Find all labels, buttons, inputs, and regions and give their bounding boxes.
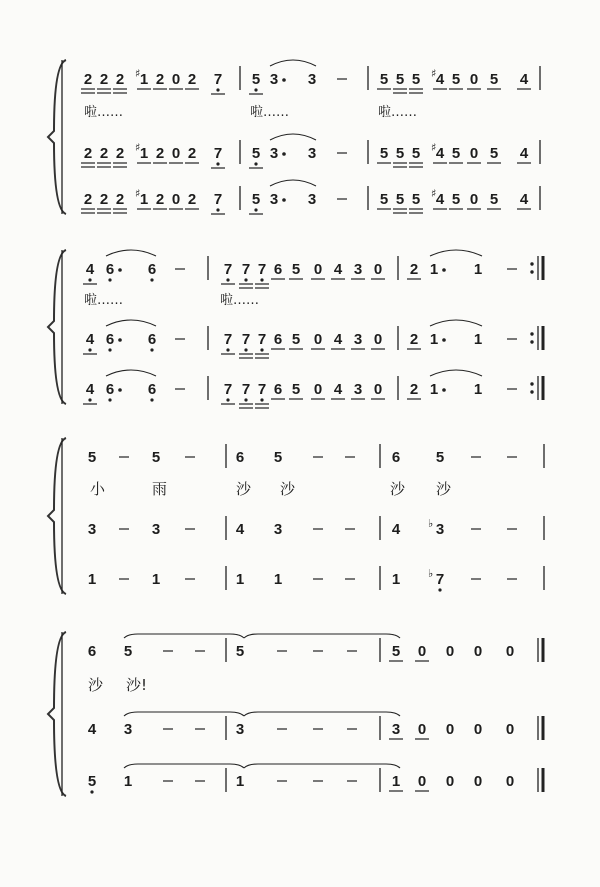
slur-arc	[106, 370, 156, 376]
augmentation-dot	[118, 388, 122, 392]
accidental: ♯	[431, 141, 437, 154]
octave-low-dot	[438, 588, 441, 591]
accidental: ♭	[428, 517, 434, 530]
octave-low-dot	[150, 278, 153, 281]
note-numeral: 6	[147, 381, 157, 398]
note-numeral: 1	[429, 261, 439, 278]
note-numeral: 7	[213, 191, 223, 208]
octave-low-dot	[88, 348, 91, 351]
note-numeral: 6	[273, 261, 283, 278]
note-numeral: 0	[373, 261, 383, 278]
note-numeral: 3	[307, 145, 317, 162]
system-brace	[48, 60, 66, 214]
note-numeral: 6	[273, 381, 283, 398]
note-numeral: 5	[451, 191, 461, 208]
slur-arc	[106, 320, 156, 326]
accidental: ♯	[431, 67, 437, 80]
octave-low-dot	[254, 208, 257, 211]
note-numeral: 2	[409, 331, 419, 348]
note-numeral: 3	[307, 71, 317, 88]
octave-low-dot	[226, 278, 229, 281]
note-numeral: 4	[333, 261, 343, 278]
lyric-text: 沙	[280, 480, 296, 498]
note-numeral: 5	[87, 773, 97, 790]
note-numeral: 3	[391, 721, 401, 738]
tie-arc	[244, 712, 400, 716]
note-numeral: 1	[391, 571, 401, 588]
note-numeral: 4	[333, 381, 343, 398]
note-numeral: 7	[223, 331, 233, 348]
octave-low-dot	[226, 398, 229, 401]
note-numeral: 2	[409, 381, 419, 398]
note-numeral: 6	[235, 449, 245, 466]
note-numeral: 3	[269, 145, 279, 162]
tie-arc	[124, 634, 244, 638]
note-numeral: 1	[429, 381, 439, 398]
note-numeral: 0	[473, 643, 483, 660]
note-numeral: 7	[213, 145, 223, 162]
note-numeral: 7	[257, 261, 267, 278]
augmentation-dot	[118, 338, 122, 342]
note-numeral: 1	[473, 261, 483, 278]
augmentation-dot	[442, 388, 446, 392]
octave-low-dot	[244, 278, 247, 281]
note-numeral: 6	[87, 643, 97, 660]
slur-arc	[270, 60, 316, 66]
repeat-dot	[530, 390, 533, 393]
note-numeral: 4	[85, 331, 95, 348]
note-numeral: 1	[87, 571, 97, 588]
note-numeral: 2	[99, 145, 109, 162]
lyric-text: 沙	[236, 480, 252, 498]
note-numeral: 1	[139, 71, 149, 88]
note-numeral: 0	[171, 145, 181, 162]
note-numeral: 0	[445, 773, 455, 790]
accidental: ♯	[135, 67, 141, 80]
note-numeral: 5	[291, 261, 301, 278]
note-numeral: 0	[469, 71, 479, 88]
octave-low-dot	[260, 398, 263, 401]
note-numeral: 4	[519, 145, 529, 162]
note-numeral: 0	[473, 773, 483, 790]
note-numeral: 0	[171, 191, 181, 208]
slur-arc	[270, 180, 316, 186]
note-numeral: 2	[155, 145, 165, 162]
system-1	[48, 60, 540, 214]
augmentation-dot	[442, 268, 446, 272]
note-numeral: 4	[391, 521, 401, 538]
note-numeral: 4	[87, 721, 97, 738]
system-2	[48, 250, 543, 408]
accidental: ♭	[428, 567, 434, 580]
note-numeral: 3	[435, 521, 445, 538]
octave-low-dot	[108, 348, 111, 351]
note-numeral: 0	[417, 773, 427, 790]
note-numeral: 5	[451, 71, 461, 88]
note-numeral: 7	[223, 261, 233, 278]
system-3	[48, 438, 544, 594]
note-numeral: 3	[353, 261, 363, 278]
note-numeral: 5	[411, 71, 421, 88]
lyric-text: 啦……	[250, 105, 290, 120]
note-numeral: 5	[87, 449, 97, 466]
note-numeral: 7	[435, 571, 445, 588]
octave-low-dot	[260, 278, 263, 281]
note-numeral: 2	[409, 261, 419, 278]
lyric-text: 雨	[152, 480, 168, 498]
note-numeral: 7	[241, 261, 251, 278]
tie-arc	[124, 764, 244, 768]
note-numeral: 1	[151, 571, 161, 588]
note-numeral: 2	[99, 71, 109, 88]
note-numeral: 7	[257, 381, 267, 398]
note-numeral: 0	[505, 643, 515, 660]
note-numeral: 1	[235, 571, 245, 588]
note-numeral: 0	[417, 643, 427, 660]
note-numeral: 4	[435, 71, 445, 88]
note-numeral: 5	[291, 381, 301, 398]
note-numeral: 0	[445, 721, 455, 738]
note-numeral: 7	[257, 331, 267, 348]
note-numeral: 1	[273, 571, 283, 588]
system-brace	[48, 632, 66, 796]
note-numeral: 7	[241, 331, 251, 348]
repeat-dot	[530, 340, 533, 343]
note-numeral: 5	[489, 191, 499, 208]
note-numeral: 0	[313, 381, 323, 398]
note-numeral: 0	[469, 145, 479, 162]
note-numeral: 6	[105, 381, 115, 398]
note-numeral: 6	[105, 331, 115, 348]
note-numeral: 5	[391, 643, 401, 660]
note-numeral: 7	[241, 381, 251, 398]
slur-arc	[270, 134, 316, 140]
note-numeral: 4	[435, 191, 445, 208]
lyric-text: 小	[90, 480, 106, 498]
note-numeral: 5	[411, 191, 421, 208]
lyric-text: 啦……	[378, 105, 418, 120]
note-numeral: 5	[273, 449, 283, 466]
accidental: ♯	[135, 187, 141, 200]
system-brace	[48, 438, 66, 594]
note-numeral: 5	[379, 191, 389, 208]
note-numeral: 4	[333, 331, 343, 348]
octave-low-dot	[244, 398, 247, 401]
repeat-dot	[530, 382, 533, 385]
note-numeral: 5	[235, 643, 245, 660]
note-numeral: 4	[435, 145, 445, 162]
note-numeral: 0	[505, 773, 515, 790]
note-numeral: 2	[99, 191, 109, 208]
note-numeral: 6	[105, 261, 115, 278]
slur-arc	[430, 250, 482, 256]
octave-low-dot	[216, 162, 219, 165]
note-numeral: 0	[171, 71, 181, 88]
note-numeral: 2	[155, 71, 165, 88]
note-numeral: 6	[391, 449, 401, 466]
note-numeral: 6	[147, 261, 157, 278]
note-numeral: 5	[395, 145, 405, 162]
note-numeral: 5	[291, 331, 301, 348]
repeat-dot	[530, 262, 533, 265]
note-numeral: 2	[115, 71, 125, 88]
note-numeral: 7	[213, 71, 223, 88]
note-numeral: 1	[123, 773, 133, 790]
note-numeral: 0	[417, 721, 427, 738]
note-numeral: 3	[273, 521, 283, 538]
system-4	[48, 632, 543, 796]
octave-low-dot	[150, 348, 153, 351]
note-numeral: 4	[235, 521, 245, 538]
note-numeral: 5	[435, 449, 445, 466]
note-numeral: 2	[187, 191, 197, 208]
note-numeral: 0	[373, 381, 383, 398]
accidental: ♯	[135, 141, 141, 154]
note-numeral: 0	[445, 643, 455, 660]
note-numeral: 5	[379, 71, 389, 88]
tie-arc	[244, 764, 400, 768]
note-numeral: 5	[379, 145, 389, 162]
augmentation-dot	[282, 152, 286, 156]
note-numeral: 5	[251, 71, 261, 88]
octave-low-dot	[254, 162, 257, 165]
augmentation-dot	[442, 338, 446, 342]
note-numeral: 0	[373, 331, 383, 348]
note-numeral: 4	[519, 191, 529, 208]
note-numeral: 2	[83, 145, 93, 162]
lyric-text: 啦……	[220, 293, 260, 308]
note-numeral: 1	[429, 331, 439, 348]
octave-low-dot	[216, 208, 219, 211]
note-numeral: 5	[411, 145, 421, 162]
note-numeral: 5	[251, 145, 261, 162]
note-numeral: 3	[307, 191, 317, 208]
note-numeral: 5	[395, 71, 405, 88]
octave-low-dot	[254, 88, 257, 91]
note-numeral: 2	[115, 191, 125, 208]
lyric-text: 啦……	[84, 293, 124, 308]
note-numeral: 0	[313, 261, 323, 278]
octave-low-dot	[88, 278, 91, 281]
note-numeral: 2	[83, 191, 93, 208]
system-brace	[48, 250, 66, 404]
lyric-text: 沙!	[126, 676, 148, 694]
octave-low-dot	[88, 398, 91, 401]
note-numeral: 1	[391, 773, 401, 790]
note-numeral: 6	[147, 331, 157, 348]
octave-low-dot	[260, 348, 263, 351]
note-numeral: 5	[489, 145, 499, 162]
note-numeral: 1	[235, 773, 245, 790]
note-numeral: 1	[139, 191, 149, 208]
octave-low-dot	[216, 88, 219, 91]
accidental: ♯	[431, 187, 437, 200]
repeat-dot	[530, 270, 533, 273]
octave-low-dot	[226, 348, 229, 351]
note-numeral: 3	[353, 381, 363, 398]
note-numeral: 5	[489, 71, 499, 88]
note-numeral: 3	[235, 721, 245, 738]
note-numeral: 4	[519, 71, 529, 88]
note-numeral: 3	[269, 71, 279, 88]
note-numeral: 2	[187, 145, 197, 162]
octave-low-dot	[108, 278, 111, 281]
slur-arc	[430, 320, 482, 326]
lyric-text: 沙	[88, 676, 104, 694]
note-numeral: 0	[313, 331, 323, 348]
note-numeral: 3	[123, 721, 133, 738]
note-numeral: 2	[115, 145, 125, 162]
note-numeral: 4	[85, 261, 95, 278]
augmentation-dot	[118, 268, 122, 272]
slur-arc	[430, 370, 482, 376]
note-numeral: 6	[273, 331, 283, 348]
augmentation-dot	[282, 78, 286, 82]
note-numeral: 0	[469, 191, 479, 208]
note-numeral: 1	[139, 145, 149, 162]
note-numeral: 1	[473, 331, 483, 348]
tie-arc	[124, 712, 244, 716]
augmentation-dot	[282, 198, 286, 202]
note-numeral: 2	[155, 191, 165, 208]
note-numeral: 5	[395, 191, 405, 208]
note-numeral: 3	[151, 521, 161, 538]
tie-arc	[244, 634, 400, 638]
note-numeral: 1	[473, 381, 483, 398]
note-numeral: 7	[223, 381, 233, 398]
note-numeral: 5	[123, 643, 133, 660]
octave-low-dot	[108, 398, 111, 401]
octave-low-dot	[244, 348, 247, 351]
lyric-text: 啦……	[84, 105, 124, 120]
note-numeral: 3	[87, 521, 97, 538]
octave-low-dot	[90, 790, 93, 793]
note-numeral: 4	[85, 381, 95, 398]
lyric-text: 沙	[436, 480, 452, 498]
note-numeral: 0	[473, 721, 483, 738]
note-numeral: 2	[83, 71, 93, 88]
note-numeral: 2	[187, 71, 197, 88]
note-numeral: 3	[269, 191, 279, 208]
octave-low-dot	[150, 398, 153, 401]
slur-arc	[106, 250, 156, 256]
repeat-dot	[530, 332, 533, 335]
note-numeral: 5	[251, 191, 261, 208]
lyric-text: 沙	[390, 480, 406, 498]
note-numeral: 5	[451, 145, 461, 162]
note-numeral: 5	[151, 449, 161, 466]
note-numeral: 3	[353, 331, 363, 348]
note-numeral: 0	[505, 721, 515, 738]
